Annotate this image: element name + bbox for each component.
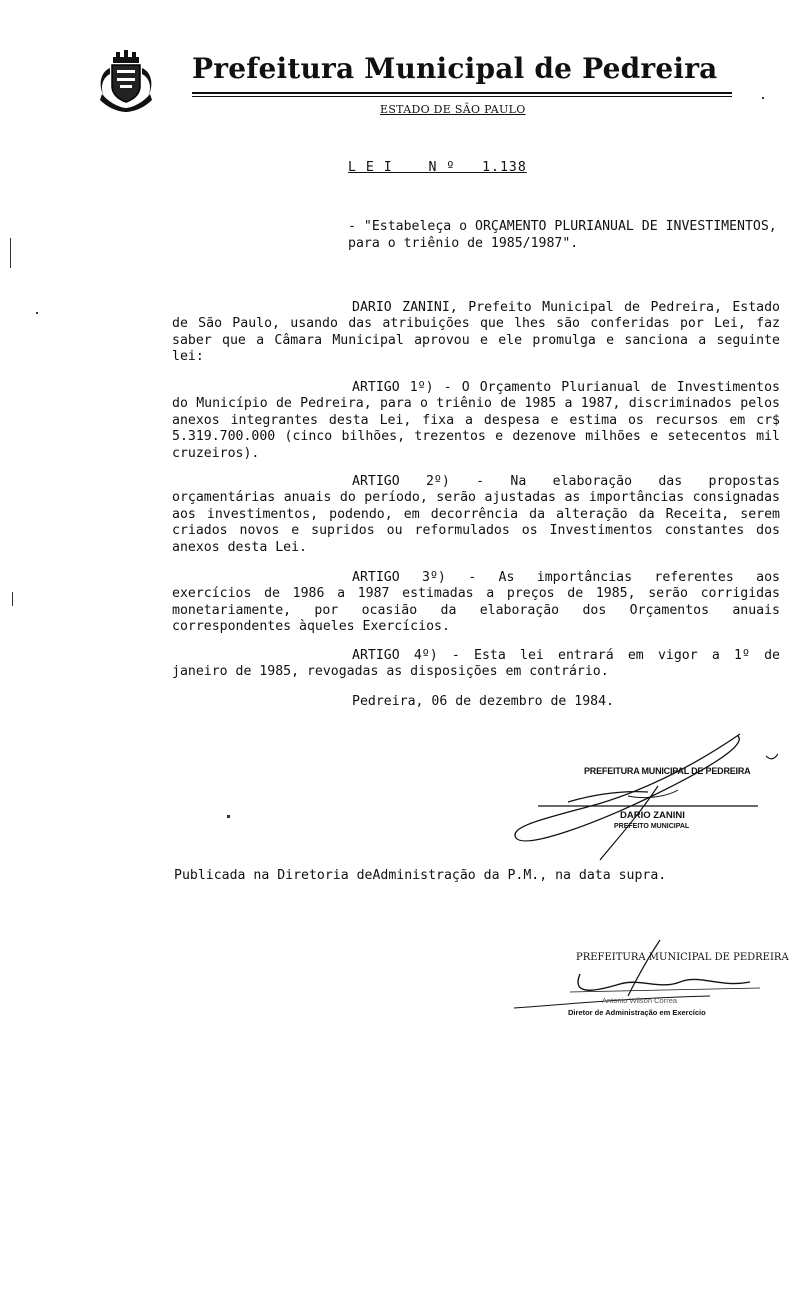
preamble-text: DARIO ZANINI, Prefeito Municipal de Pedreira, Estado de São Paulo, usando das atribuições que lhes são conferidas por Lei, faz saber que a Câmara Municipal aprovou e ele promulga e sanciona a seguinte lei:: [172, 300, 780, 365]
article-4-paragraph: [172, 648, 780, 681]
mayor-name: DARIO ZANINI: [620, 810, 685, 821]
header-state: ESTADO DE SÃO PAULO: [380, 103, 526, 116]
law-title: L E I N º 1.138: [348, 160, 527, 175]
article-3-paragraph: [172, 570, 780, 636]
publication-note: Publicada na Diretoria deAdministração da P.M., na data supra.: [174, 868, 667, 883]
article-3-text: ARTIGO 3º) - As importâncias referentes aos exercícios de 1986 a 1987 estimadas a preços de 1985, serão corrigidas monetariamente, por ocasião da elaboração dos Orçamentos anuais correspondentes àqueles Exercícios.: [172, 570, 780, 635]
header-rule: [192, 92, 732, 94]
header-rule-thin: [192, 96, 732, 97]
article-1-paragraph: [172, 380, 780, 462]
scan-speck: [227, 815, 230, 818]
scan-speck: [762, 97, 764, 99]
article-2-text: ARTIGO 2º) - Na elaboração das propostas orçamentárias anuais do período, serão ajustadas as importâncias consignadas aos investimentos, podendo, em decorrência da alteração da Receita, serem criados novos e supridos ou reformulados os Investimentos constantes dos anexos desta Lei.: [172, 474, 780, 555]
coat-of-arms-icon: [96, 50, 156, 112]
director-role: Diretor de Administração em Exercício: [568, 1008, 706, 1017]
scan-speck: [36, 312, 38, 314]
article-1-text: ARTIGO 1º) - O Orçamento Plurianual de Investimentos do Município de Pedreira, para o triênio de 1985 a 1987, discriminados pelos anexos integrantes desta Lei, fixa a despesa e estima os recursos em cr$ 5.319.700.000 (cinco bilhões, trezentos e dezenove milhões e setecentos mil cruzeiros).: [172, 380, 780, 461]
article-4-text: ARTIGO 4º) - Esta lei entrará em vigor a 1º de janeiro de 1985, revogadas as disposições em contrário.: [172, 648, 780, 680]
signature-scribble-icon: [508, 726, 778, 866]
law-summary: - "Estabeleça o ORÇAMENTO PLURIANUAL DE INVESTIMENTOS, para o triênio de 1985/1987".: [348, 219, 777, 251]
mayor-role: PREFEITO MUNICIPAL: [614, 823, 690, 830]
director-signature-block: [510, 938, 789, 1034]
preamble-paragraph: [172, 300, 780, 366]
scan-speck: [10, 238, 11, 268]
scan-speck: [12, 592, 13, 606]
article-2-paragraph: [172, 474, 780, 556]
mayor-stamp: PREFEITURA MUNICIPAL DE PEDREIRA: [584, 766, 751, 776]
place-date: Pedreira, 06 de dezembro de 1984.: [352, 694, 615, 709]
director-name: Antonio Wilson Correa: [602, 996, 678, 1005]
director-stamp: PREFEITURA MUNICIPAL DE PEDREIRA: [576, 952, 789, 963]
header-title: Prefeitura Municipal de Pedreira: [192, 52, 718, 85]
mayor-signature-block: [508, 726, 778, 866]
